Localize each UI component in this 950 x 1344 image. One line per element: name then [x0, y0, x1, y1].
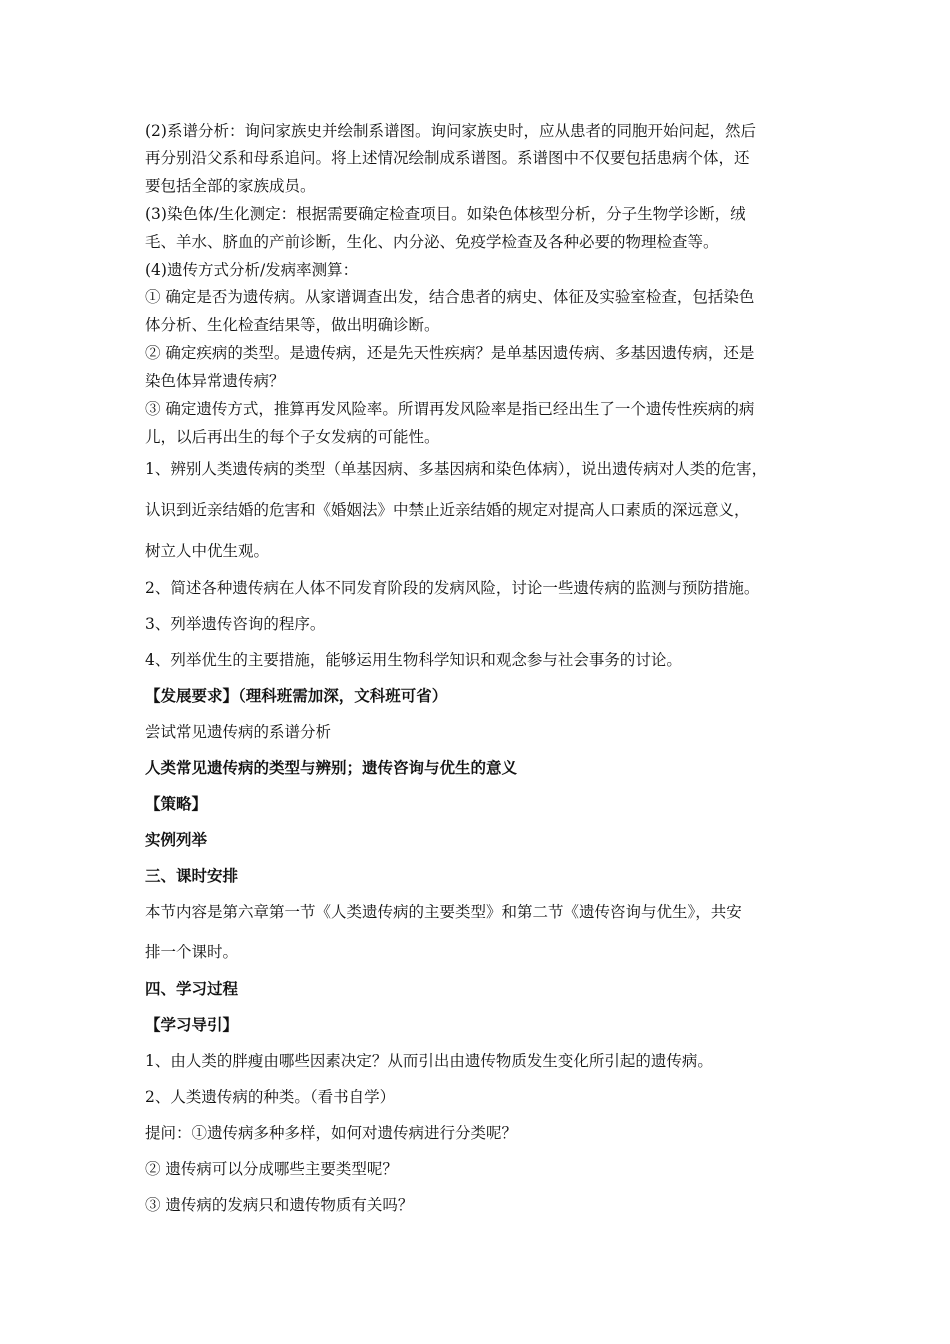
- question-3: ③ 遗传病的发病只和遗传物质有关吗？: [145, 1196, 414, 1214]
- chromosome-test-line-2: 毛、羊水、脐血的产前诊断，生化、内分泌、免疫学检查及各种必要的物理检查等。: [145, 233, 719, 251]
- goal-1-line-3: 树立人中优生观。: [145, 542, 270, 560]
- schedule-heading: 三、课时安排: [145, 866, 239, 885]
- strategy-body: 实例列举: [145, 830, 208, 849]
- question-1: 提问：①遗传病多种多样，如何对遗传病进行分类呢？: [145, 1124, 518, 1142]
- question-2: ② 遗传病可以分成哪些主要类型呢？: [145, 1160, 398, 1178]
- guide-item-2: 2、人类遗传病的种类。（看书自学）: [145, 1088, 396, 1106]
- guide-item-1: 1、由人类的胖瘦由哪些因素决定？从而引出由遗传物质发生变化所引起的遗传病。: [145, 1052, 713, 1070]
- goal-1-line-2: 认识到近亲结婚的危害和《婚姻法》中禁止近亲结婚的规定对提高人口素质的深远意义，: [145, 501, 750, 519]
- diagnosis-step-3-line-1: ③ 确定遗传方式，推算再发风险率。所谓再发风险率是指已经出生了一个遗传性疾病的病: [145, 400, 755, 418]
- schedule-line-1: 本节内容是第六章第一节《人类遗传病的主要类型》和第二节《遗传咨询与优生》，共安: [145, 903, 742, 921]
- goal-4: 4、列举优生的主要措施，能够运用生物科学知识和观念参与社会事务的讨论。: [145, 651, 682, 669]
- pedigree-analysis-line-2: 再分别沿父系和母系追问。将上述情况绘制成系谱图。系谱图中不仅要包括患病个体，还: [145, 149, 750, 167]
- diagnosis-step-1-line-2: 体分析、生化检查结果等，做出明确诊断。: [145, 316, 440, 334]
- goal-2: 2、简述各种遗传病在人体不同发育阶段的发病风险，讨论一些遗传病的监测与预防措施。: [145, 579, 760, 597]
- diagnosis-step-2-line-1: ② 确定疾病的类型。是遗传病，还是先天性疾病？是单基因遗传病、多基因遗传病，还是: [145, 344, 755, 362]
- development-requirements-heading: 【发展要求】（理科班需加深，文科班可省）: [145, 686, 448, 705]
- strategy-heading: 【策略】: [145, 794, 208, 813]
- diagnosis-step-2-line-2: 染色体异常遗传病？: [145, 372, 285, 390]
- pedigree-analysis-line-1: (2)系谱分析：询问家族史并绘制系谱图。询问家族史时，应从患者的同胞开始问起，然后: [145, 122, 756, 140]
- schedule-line-2: 排一个课时。: [145, 943, 239, 961]
- learning-process-heading: 四、学习过程: [145, 979, 239, 998]
- pedigree-analysis-line-3: 要包括全部的家族成员。: [145, 177, 316, 195]
- inheritance-analysis-line: (4)遗传方式分析/发病率测算：: [145, 261, 359, 279]
- key-points: 人类常见遗传病的类型与辨别；遗传咨询与优生的意义: [145, 758, 518, 777]
- learning-guide-heading: 【学习导引】: [145, 1015, 239, 1034]
- development-requirements-body: 尝试常见遗传病的系谱分析: [145, 723, 332, 741]
- goal-1-line-1: 1、辨别人类遗传病的类型（单基因病、多基因病和染色体病），说出遗传病对人类的危害，: [145, 460, 768, 478]
- chromosome-test-line-1: (3)染色体/生化测定：根据需要确定检查项目。如染色体核型分析，分子生物学诊断，绒: [145, 205, 746, 223]
- goal-3: 3、列举遗传咨询的程序。: [145, 615, 326, 633]
- diagnosis-step-1-line-1: ① 确定是否为遗传病。从家谱调查出发，结合患者的病史、体征及实验室检查，包括染色: [145, 288, 755, 306]
- diagnosis-step-3-line-2: 儿，以后再出生的每个子女发病的可能性。: [145, 428, 440, 446]
